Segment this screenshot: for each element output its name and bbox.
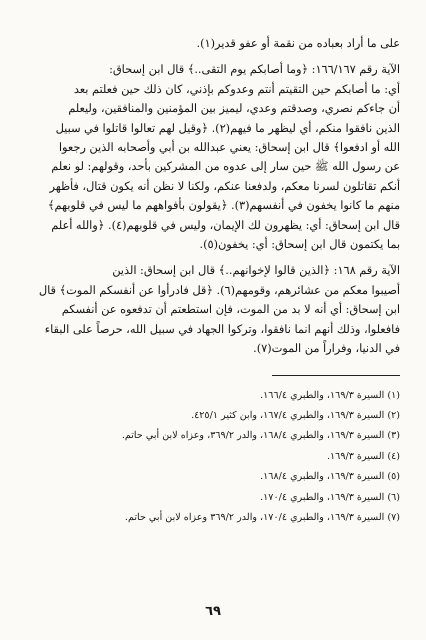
text-line: أي: ما أصابكم حين التقيتم أنتم وعدوكم بإذني، كان ذلك حين فعلتم بعد: [73, 82, 400, 96]
page-body: [26, 34, 400, 528]
text-line: منهم ما كانوا يخفون في أنفسهم(٣). ﴿يقولون بأفواههم ما ليس في قلوبهم﴾: [47, 199, 400, 213]
text-line: أن جاءكم نصري، وصدقتم وعدي، ليميز بين المؤمنين والمنافقين، وليعلم: [68, 102, 400, 116]
footnote: (٥) السيرة ١٦٩/٣، والطبري ١٦٨/٤.: [260, 471, 400, 483]
text-line: على ما أراد بعباده من نقمة أو عفو قدير(١).: [196, 37, 400, 50]
footnote: (١) السيرة ١٦٩/٣، والطبري ١٦٦/٤.: [260, 389, 400, 401]
text-line: الله أو ادفعوا﴾ قال ابن إسحاق: يعني عبدالله بن أبي وأصحابه الذين رجعوا: [58, 141, 400, 155]
text-line: عن رسول الله ﷺ حين سار إلى عدوه من المشركين بأحد، وقولهم: لو نعلم: [51, 160, 400, 174]
footnote: (٦) السيرة ١٦٩/٣، والطبري ١٧٠/٤.: [260, 491, 400, 503]
text-line: بما يكتمون قال ابن إسحاق: أي: يخفون(٥).: [199, 238, 400, 252]
text-line: الآية رقم ١٦٦/١٦٧: ﴿وما أصابكم يوم التقى..﴾ قال ابن إسحاق:: [109, 63, 400, 77]
footnote: (٣) السيرة ١٦٩/٣، والطبري ١٦٨/٤، والدر ٣٦٩/٢، وعزاه لابن أبي حاتم.: [121, 430, 400, 442]
paragraph-gap: [26, 53, 400, 60]
text-line: أصيبوا معكم من عشائرهم، وقومهم(٦). ﴿قل فادرأوا عن أنفسكم الموت﴾ قال: [38, 283, 400, 297]
text-line: قال ابن إسحاق: أي: يظهرون لك الإيمان، وليس في قلوبهم(٤). ﴿والله أعلم: [51, 218, 400, 232]
text-line: أنكم تقاتلون لسرنا معكم، ولدفعنا عنكم، ولكنا لا نظن أنه يكون قتال، فأظهر: [49, 179, 400, 193]
footnote: (٧) السيرة ١٦٩/٣، والطبري ١٧٠/٤، والدر ٣٦٩/٢ وعزاه لابن أبي حاتم.: [124, 511, 400, 523]
footnote: (٤) السيرة ١٦٩/٣.: [326, 450, 400, 462]
text-line: الذين نافقوا منكم، أي ليظهر ما فيهم(٢). ﴿وقيل لهم تعالوا قاتلوا في سبيل: [55, 121, 400, 135]
footnote-separator: [272, 375, 400, 376]
text-line: ابن إسحاق: أي أنه لا بد من الموت، فإن استطعتم أن تدفعوه عن أنفسكم: [61, 303, 400, 317]
text-line: في الدنيا، وفراراً من الموت(٧).: [253, 342, 400, 356]
text-line: فافعلوا، وذلك أنهم انما نافقوا، وتركوا الجهاد في سبيل الله، حرصاً على البقاء: [44, 322, 400, 336]
paragraph-gap: [26, 254, 400, 261]
page-number: ٦٩: [205, 604, 221, 619]
text-line: الآية رقم ١٦٨: ﴿الذين قالوا لإخوانهم..﴾ قال ابن إسحاق: الذين: [112, 264, 400, 278]
footnote: (٢) السيرة ١٦٩/٣، والطبري ١٦٧/٤، وابن كثير ٤٢٥/١.: [191, 409, 400, 421]
